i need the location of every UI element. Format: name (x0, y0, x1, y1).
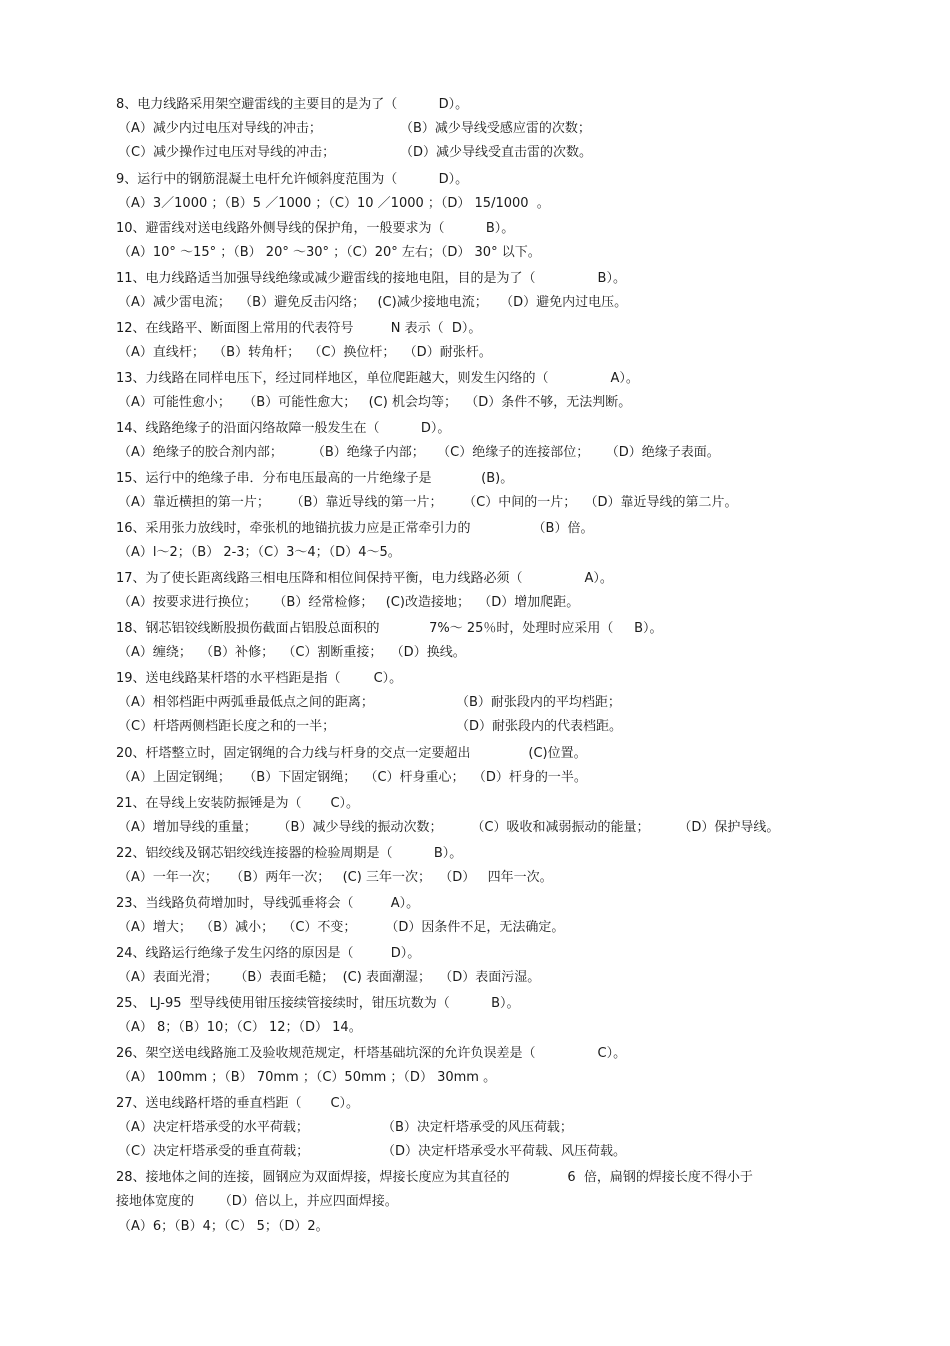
option-a: （A）决定杆塔承受的水平荷载； (118, 1120, 309, 1135)
question-26: 26、架空送电线路施工及验收规范规定，杆塔基础坑深的允许负误差是（ C）。 (116, 1046, 627, 1061)
question-23: 23、当线路负荷增加时，导线弧垂将会（ A）。 (116, 896, 420, 911)
option-d: （D）决定杆塔承受水平荷载、风压荷载。 (382, 1144, 627, 1159)
question-17: 17、为了使长距离线路三相电压降和相位间保持平衡，电力线路必须（ A）。 (116, 571, 613, 586)
option-d: （D）耐张段内的代表档距。 (456, 719, 623, 734)
options: （A）表面光滑； （B）表面毛糙； (C) 表面潮湿； （D）表面污湿。 (118, 970, 541, 985)
question-8: 8、电力线路采用架空避雷线的主要目的是为了（ D）。 (116, 97, 469, 112)
options: （A）一年一次； （B）两年一次； (C) 三年一次； （D） 四年一次。 (118, 870, 553, 885)
options: （A）靠近横担的第一片； （B）靠近导线的第一片； （C）中间的一片； （D）靠近导线的第二片。 (118, 495, 738, 510)
question-11: 11、电力线路适当加强导线绝缘或减少避雷线的接地电阻，目的是为了（ B）。 (116, 271, 626, 286)
options: （A）可能性愈小； （B）可能性愈大； (C) 机会均等； （D）条件不够，无法判断。 (118, 395, 632, 410)
option-b: （B）减少导线受感应雷的次数； (400, 121, 591, 136)
option-d: （D）减少导线受直击雷的次数。 (400, 145, 593, 160)
options: （A）10° ～15° ；（B） 20° ～30° ；（C）20° 左右；（D） 30° 以下。 (118, 245, 541, 260)
question-28-continued: 接地体宽度的 （D）倍以上，并应四面焊接。 (116, 1194, 398, 1209)
options: （A）减少雷电流； （B）避免反击闪络； (C)减少接地电流； （D）避免内过电压。 (118, 295, 628, 310)
question-19: 19、送电线路某杆塔的水平档距是指（ C）。 (116, 671, 403, 686)
options: （A）l～2；（B） 2-3；（C）3～4；（D）4～5。 (118, 545, 401, 560)
options: （A）按要求进行换位； （B）经常检修； (C)改造接地； （D）增加爬距。 (118, 595, 580, 610)
question-14: 14、线路绝缘子的沿面闪络故障一般发生在（ D）。 (116, 421, 451, 436)
question-16: 16、采用张力放线时，牵张机的地锚抗拔力应是正常牵引力的 （B）倍。 (116, 521, 594, 536)
option-c: （C）减少操作过电压对导线的冲击； (118, 145, 336, 160)
options: （A）绝缘子的胶合剂内部； （B）绝缘子内部； （C）绝缘子的连接部位； （D）绝缘子表面。 (118, 445, 720, 460)
question-24: 24、线路运行绝缘子发生闪络的原因是（ D）。 (116, 946, 421, 961)
options: （A）缠绕； （B）补修； （C）割断重接； （D）换线。 (118, 645, 466, 660)
question-27: 27、送电线路杆塔的垂直档距（ C）。 (116, 1096, 360, 1111)
question-28: 28、接地体之间的连接，圆钢应为双面焊接，焊接长度应为其直径的 6 倍，扁钢的焊接长度不得小于 (116, 1170, 753, 1185)
options: （A）增大； （B）减小； （C）不变； （D）因条件不足，无法确定。 (118, 920, 565, 935)
option-a: （A）减少内过电压对导线的冲击； (118, 121, 322, 136)
question-21: 21、在导线上安装防振锤是为（ C）。 (116, 796, 360, 811)
question-10: 10、避雷线对送电线路外侧导线的保护角，一般要求为（ B）。 (116, 221, 515, 236)
options: （A）上固定钢绳； （B）下固定钢绳； （C）杆身重心； （D）杆身的一半。 (118, 770, 587, 785)
options: （A）直线杆； （B）转角杆； （C）换位杆； （D）耐张杆。 (118, 345, 492, 360)
question-12: 12、在线路平、断面图上常用的代表符号 N 表示（ D）。 (116, 321, 482, 336)
question-20: 20、杆塔整立时，固定钢绳的合力线与杆身的交点一定要超出 (C)位置。 (116, 746, 587, 761)
question-9: 9、运行中的钢筋混凝土电杆允许倾斜度范围为（ D）。 (116, 172, 469, 187)
question-18: 18、钢芯铝铰线断股损伤截面占铝股总面积的 7%～ 25％时，处理时应采用（ B）。 (116, 621, 663, 636)
question-15: 15、运行中的绝缘子串．分布电压最高的一片绝缘子是 (B)。 (116, 471, 514, 486)
options: （A） 8；（B）10；（C） 12；（D） 14。 (118, 1020, 362, 1035)
options: （A）增加导线的重量； （B）减少导线的振动次数； （C）吸收和减弱振动的能量； （D）保护导线。 (118, 820, 780, 835)
option-c: （C）杆塔两侧档距长度之和的一半； (118, 719, 336, 734)
question-25: 25、 LJ-95 型导线使用钳压接续管接续时，钳压坑数为（ B）。 (116, 996, 520, 1011)
option-a: （A）相邻档距中两弧垂最低点之间的距离； (118, 695, 374, 710)
option-b: （B）耐张段内的平均档距； (456, 695, 621, 710)
question-22: 22、铝绞线及钢芯铝绞线连接器的检验周期是（ B）。 (116, 846, 463, 861)
options: （A）6；（B）4；（C） 5；（D）2。 (118, 1219, 329, 1234)
options: （A） 100mm ；（B） 70mm ；（C）50mm ；（D） 30mm 。 (118, 1070, 497, 1085)
option-b: （B）决定杆塔承受的风压荷载； (382, 1120, 573, 1135)
question-13: 13、力线路在同样电压下，经过同样地区，单位爬距越大，则发生闪络的（ A）。 (116, 371, 639, 386)
option-c: （C）决定杆塔承受的垂直荷载； (118, 1144, 310, 1159)
options: （A）3／1000 ；（B）5 ／1000 ；（C）10 ／1000 ；（D） 15/1000 。 (118, 196, 550, 211)
